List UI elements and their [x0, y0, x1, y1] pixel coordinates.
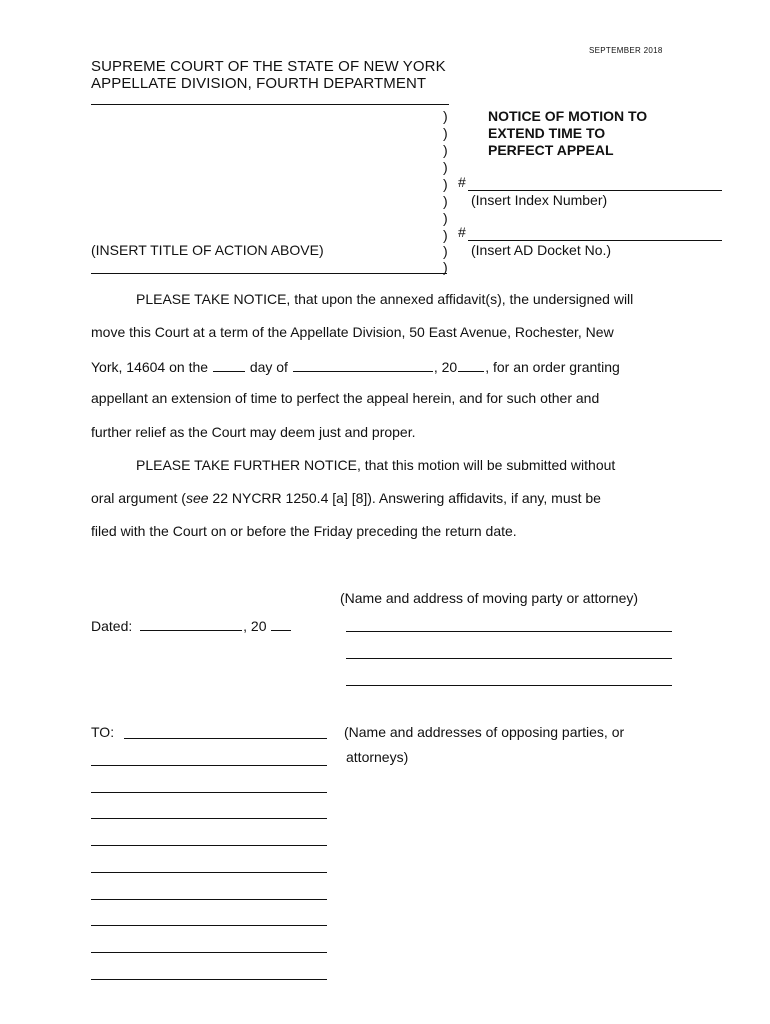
notice-p2-see: see	[185, 490, 209, 506]
notice-p1-line3-b: day of	[249, 359, 288, 375]
notice-p1-line5: further relief as the Court may deem just and proper.	[91, 424, 416, 440]
recipient-line[interactable]	[91, 979, 327, 980]
to-label: TO:	[91, 724, 115, 740]
dated-field[interactable]	[140, 616, 242, 631]
notice-p1-line4: appellant an extension of time to perfect the appeal herein, and for such other and	[91, 390, 600, 406]
motion-heading-line2: EXTEND TIME TO	[488, 125, 606, 141]
caption-paren: )	[443, 210, 448, 226]
action-title-placeholder: (INSERT TITLE OF ACTION ABOVE)	[91, 242, 324, 258]
notice-p2-line2-a: oral argument (	[91, 490, 186, 506]
notice-p1-line3-a: York, 14604 on the	[91, 359, 209, 375]
opposing-parties-label-line2: attorneys)	[346, 749, 409, 765]
recipient-line[interactable]	[91, 899, 327, 900]
recipient-line[interactable]	[91, 925, 327, 926]
recipient-line[interactable]	[91, 872, 327, 873]
caption-top-rule	[91, 104, 449, 105]
caption-paren: )	[443, 142, 448, 158]
caption-paren: )	[443, 193, 448, 209]
month-field[interactable]	[293, 357, 433, 372]
notice-p1-line3	[91, 357, 620, 375]
notice-p2-line1: PLEASE TAKE FURTHER NOTICE, that this motion will be submitted without	[136, 457, 616, 473]
court-name-line1: SUPREME COURT OF THE STATE OF NEW YORK	[91, 58, 446, 75]
notice-p1-line1: PLEASE TAKE NOTICE, that upon the annexed affidavit(s), the undersigned will	[136, 291, 634, 307]
dated-year-label: , 20	[243, 618, 267, 634]
notice-p1-line3-d: , for an order granting	[485, 359, 620, 375]
year-field[interactable]	[458, 357, 484, 372]
motion-heading-line3: PERFECT APPEAL	[488, 142, 614, 158]
recipient-line[interactable]	[91, 765, 327, 766]
recipient-line[interactable]	[91, 952, 327, 953]
recipient-line[interactable]	[91, 845, 327, 846]
court-name-line2: APPELLATE DIVISION, FOURTH DEPARTMENT	[91, 75, 427, 92]
index-hash: #	[458, 174, 466, 190]
moving-party-line[interactable]	[346, 631, 672, 632]
dated-year-field[interactable]	[271, 616, 291, 631]
day-field[interactable]	[213, 357, 245, 372]
recipient-line[interactable]	[91, 818, 327, 819]
notice-p1-line3-c: , 20	[433, 359, 458, 375]
recipient-line[interactable]	[124, 738, 327, 739]
recipient-line[interactable]	[91, 792, 327, 793]
motion-heading-line1: NOTICE OF MOTION TO	[488, 108, 648, 124]
moving-party-line[interactable]	[346, 685, 672, 686]
docket-hash: #	[458, 224, 466, 240]
dated-label: Dated:	[91, 618, 133, 634]
caption-paren: )	[443, 227, 448, 243]
notice-p1-line2: move this Court at a term of the Appellate Division, 50 East Avenue, Rochester, New	[91, 324, 614, 340]
index-number-label: (Insert Index Number)	[471, 192, 608, 208]
notice-p2-line2	[91, 490, 601, 506]
notice-p2-line2-b: 22 NYCRR 1250.4 [a] [8]). Answering affidavits, if any, must be	[208, 490, 601, 506]
docket-number-field[interactable]	[468, 240, 722, 241]
caption-paren: )	[443, 108, 448, 124]
moving-party-line[interactable]	[346, 658, 672, 659]
caption-paren: )	[443, 125, 448, 141]
dated-line	[91, 616, 292, 634]
caption-paren: )	[443, 259, 448, 275]
date-stamp: SEPTEMBER 2018	[589, 46, 663, 55]
docket-label: (Insert AD Docket No.)	[471, 242, 612, 258]
caption-paren: )	[443, 159, 448, 175]
caption-paren: )	[443, 176, 448, 192]
caption-paren: )	[443, 243, 448, 259]
opposing-parties-label-line1: (Name and addresses of opposing parties, or	[344, 724, 625, 740]
notice-p2-line3: filed with the Court on or before the Friday preceding the return date.	[91, 523, 517, 539]
index-number-field[interactable]	[468, 190, 722, 191]
moving-party-label: (Name and address of moving party or attorney)	[340, 590, 639, 606]
caption-bottom-rule	[91, 273, 447, 274]
